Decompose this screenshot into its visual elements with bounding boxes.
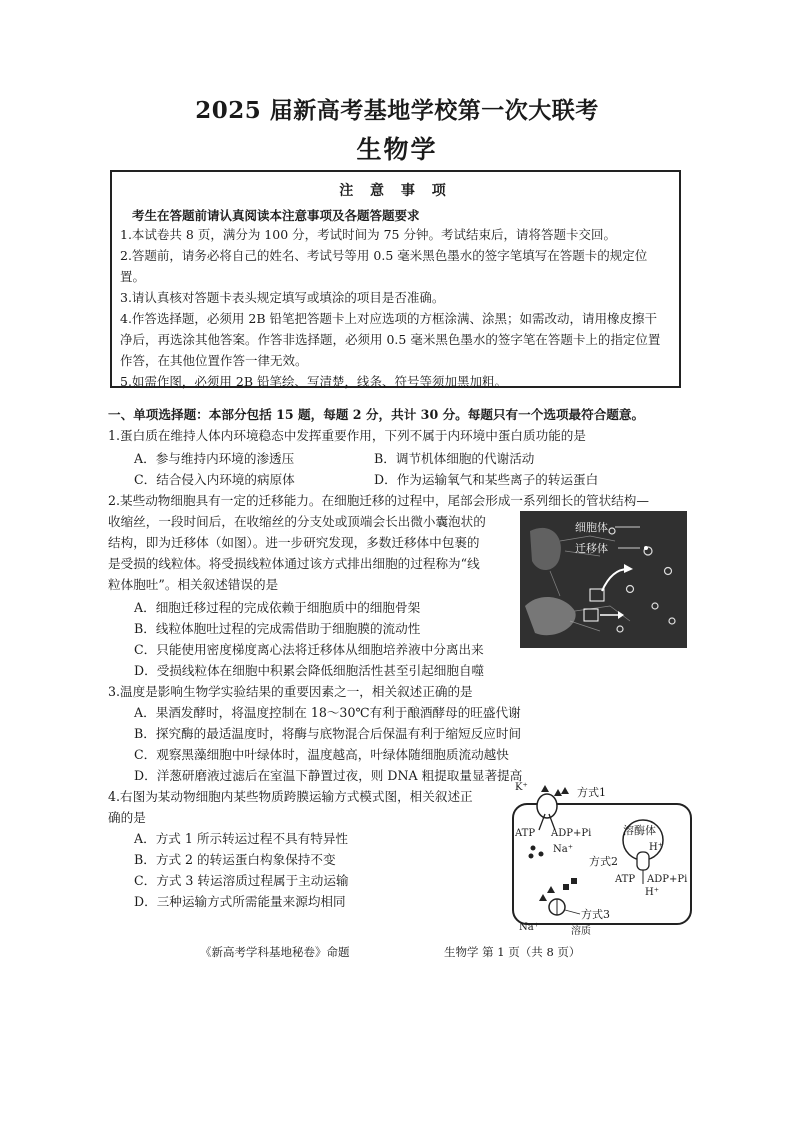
q2-option-d: D．受损线粒体在细胞中积累会降低细胞活性甚至引起细胞自噬 [134,663,485,678]
fig-na-1: Na⁺ [553,844,573,855]
q3-option-d: D．洋葱研磨液过滤后在室温下静置过夜，则 DNA 粗提取量显著提高 [134,768,523,783]
q4-option-a: A．方式 1 所示转运过程不具有特异性 [134,831,349,846]
q1-option-d: D．作为运输氧气和某些离子的转运蛋白 [374,472,599,487]
migrasome-micrograph [520,511,687,648]
q2-option-c: C．只能使用密度梯度离心法将迁移体从细胞培养液中分离出来 [134,642,484,657]
fig-mode1-label: 方式1 [577,786,606,799]
transport-diagram [505,782,695,937]
notice-item-3: 3.请认真核对答题卡表头规定填写或填涂的项目是否准确。 [120,290,445,305]
fig-lysosome-label: 溶酶体 [623,824,656,837]
q3-option-b: B．探究酶的最适温度时，将酶与底物混合后保温有利于缩短反应时间 [134,726,522,741]
notice-item-4: 4.作答选择题，必须用 2B 铅笔把答题卡上对应选项的方框涂满、涂黑；如需改动，请用橡皮擦干净后，再选涂其他答案。作答非选择题，必须用 0.5 毫米黑色墨水的签字笔在答题卡上的指定位置作答，在其他位置作答一律无效。 [120,311,661,368]
fig-h-ion-2: H⁺ [645,887,659,898]
subject-title: 生物学 [356,135,438,164]
fig-k-ion: K⁺ [515,782,528,793]
q2-stem-line2: 收缩丝，一段时间后，在收缩丝的分支处或顶端会长出微小囊泡状的 [108,514,486,529]
notice-item-2: 2.答题前，请务必将自己的姓名、考试号等用 0.5 毫米黑色墨水的签字笔填写在答题卡的规定位置。 [120,248,648,284]
fig-mode2-label: 方式2 [589,855,618,868]
notice-item-1: 1.本试卷共 8 页，满分为 100 分，考试时间为 75 分钟。考试结束后，请将答题卡交回。 [120,227,616,242]
q2-stem-line4: 是受损的线粒体。将受损线粒体通过该方式排出细胞的过程称为“线 [108,556,480,571]
footer-page-number: 生物学 第 1 页（共 8 页） [444,945,581,959]
section-heading: 一、单项选择题：本部分包括 15 题，每题 2 分，共计 30 分。每题只有一个选项最符合题意。 [108,407,645,422]
exam-title: 2025 届新高考基地学校第一次大联考 [195,97,599,124]
q3-option-a: A．果酒发酵时，将温度控制在 18～30℃有利于酿酒酵母的旺盛代谢 [134,705,521,720]
notice-title: 注 意 事 项 [339,183,452,199]
footer-left: 《新高考学科基地秘卷》命题 [200,945,350,959]
fig-mode3-label: 方式3 [581,908,610,921]
q3-stem: 3.温度是影响生物学实验结果的重要因素之一，相关叙述正确的是 [108,684,473,699]
q2-stem-line1: 2.某些动物细胞具有一定的迁移能力。在细胞迁移的过程中，尾部会形成一系列细长的管状结构— [108,493,649,508]
fig-solute-label: 溶质 [571,926,591,937]
q1-stem: 1.蛋白质在维持人体内环境稳态中发挥重要作用，下列不属于内环境中蛋白质功能的是 [108,428,586,443]
fig-na-2: Na⁺ [519,922,539,933]
fig-adp-1: ADP+Pi [551,828,592,839]
fig-h-ion-1: H⁺ [649,842,663,853]
q4-option-c: C．方式 3 转运溶质过程属于主动运输 [134,873,349,888]
notice-lead: 考生在答题前请认真阅读本注意事项及各题答题要求 [132,208,420,223]
fig-label-cell-body: 细胞体 [575,521,608,534]
fig-atp-1: ATP [515,828,536,839]
q4-stem-line2: 确的是 [108,810,146,825]
q1-option-b: B．调节机体细胞的代谢活动 [374,451,535,466]
q2-option-b: B．线粒体胞吐过程的完成需借助于细胞膜的流动性 [134,621,421,636]
fig-label-migrasome: 迁移体 [575,542,608,555]
q4-stem-line1: 4.右图为某动物细胞内某些物质跨膜运输方式模式图，相关叙述正 [108,789,473,804]
fig-adp-2: ADP+Pi [647,874,688,885]
q1-option-a: A．参与维持内环境的渗透压 [134,451,295,466]
fig-atp-2: ATP [615,874,636,885]
q4-option-d: D．三种运输方式所需能量来源均相同 [134,894,346,909]
q1-option-c: C．结合侵入内环境的病原体 [134,472,295,487]
q3-option-c: C．观察黑藻细胞中叶绿体时，温度越高，叶绿体随细胞质流动越快 [134,747,509,762]
q2-stem-line3: 结构，即为迁移体（如图）。进一步研究发现，多数迁移体中包裹的 [108,535,480,550]
notice-item-5: 5.如需作图，必须用 2B 铅笔绘、写清楚，线条、符号等须加黑加粗。 [120,374,508,389]
q2-option-a: A．细胞迁移过程的完成依赖于细胞质中的细胞骨架 [134,600,421,615]
q4-option-b: B．方式 2 的转运蛋白构象保持不变 [134,852,336,867]
q2-stem-line5: 粒体胞吐”。相关叙述错误的是 [108,577,279,592]
notice-box [110,170,681,388]
